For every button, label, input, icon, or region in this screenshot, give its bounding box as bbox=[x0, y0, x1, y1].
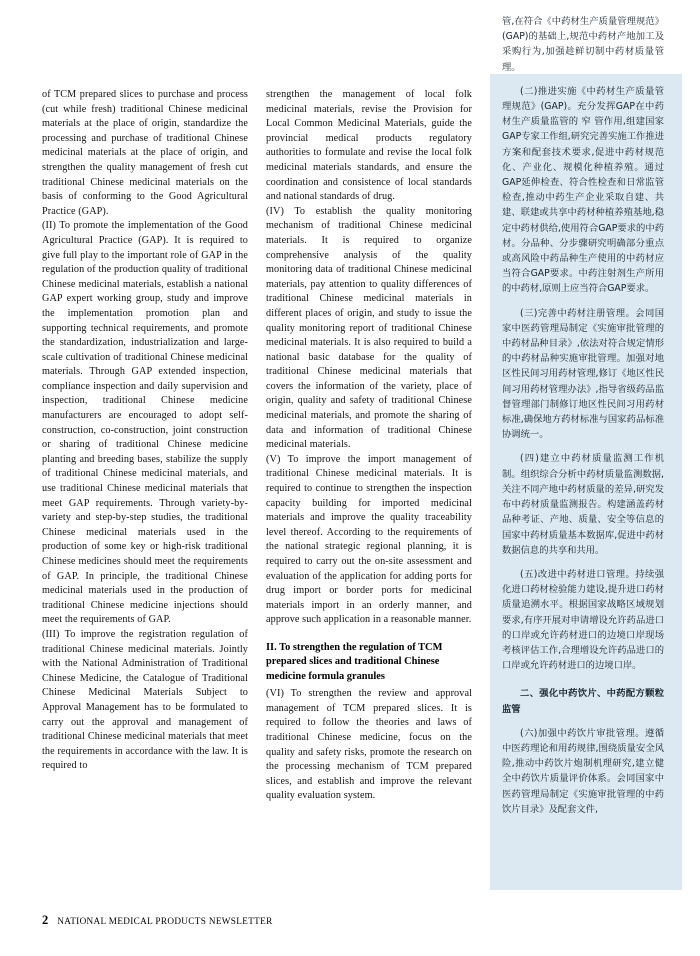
paragraph: (II) To promote the implementation of the Good Agricultural Practice (GAP). It is required to give full play to the important role of GAP in the regulation of the production quality of traditional Chinese medicinal materials, establish a national GAP expert working group, study and improve the implementation promotion plan and supporting technical requirements, and promote the standardization, industrialization and large-scale cultivation of traditional Chinese medicinal materials. Through GAP extended inspection, compliance inspection and daily supervision and inspection, traditional Chinese medicine manufacturers are encouraged to adopt self-construction, co-construction, joint construction or sharing of traditional Chinese medicine planting and breeding bases, stabilize the supply of traditional Chinese medicinal materials, and use traditional Chinese medicinal materials that meet GAP requirements. Through variety-by-variety and step-by-step studies, the traditional Chinese medicinal materials used in the production of some key or high-risk traditional Chinese medicines should meet the requirements of GAP. In principle, the traditional Chinese medicinal materials used in the production of traditional Chinese medicine injections should meet the requirements of GAP. bbox=[42, 220, 248, 626]
section-subheading: II. To strengthen the regulation of TCM prepared slices and traditional Chinese medicine formula granules bbox=[266, 641, 443, 682]
page-number: 2 bbox=[42, 913, 49, 927]
paragraph: of TCM prepared slices to purchase and process (cut while fresh) traditional Chinese medicinal materials at the place of origin, standardize the processing and purchase of traditional Chinese medicinal materials at the place of origin, and strengthen the quality management of fresh cut traditional Chinese medicinal materials on the basis of conforming to the Good Agricultural Practice (GAP). bbox=[42, 89, 248, 217]
paragraph: (三)完善中药材注册管理。会同国家中医药管理局制定《实施审批管理的中药材品种目录》,依法对符合规定情形的中药材品种实施审批管理。加强对地区性民间习用药材管理,修订《地区性民间习用药材管理办法》,指导省级药品监督管理部门制修订地区性民间习用药材标准,确保地方药材标准与国家药品标准协调统一。 bbox=[502, 307, 664, 441]
paragraph: (四)建立中药材质量监测工作机制。组织综合分析中药材质量监测数据,关注不同产地中药材质量的差异,研究发布中药材质量监测报告。构建涵盖药材品种考证、产地、质量、安全等信息的国家中药材质量基本数据库,促进中药材数据信息的共享和共用。 bbox=[502, 453, 664, 556]
footer-title: NATIONAL MEDICAL PRODUCTS NEWSLETTER bbox=[57, 916, 273, 926]
paragraph: (V) To improve the import management of traditional Chinese medicinal materials. It is required to continue to strengthen the inspection capacity building for imported medicinal materials and improve the quality traceability level thereof. According to the requirements of the national strategic regional planning, it is required to carry out the on-site assessment and evaluation of the application for adding ports for drug import or border ports for medicinal materials import in an orderly manner, and approve such application in a reasonable manner. bbox=[266, 453, 472, 626]
chinese-text-block bbox=[490, 0, 676, 829]
paragraph: (VI) To strengthen the review and approval management of TCM prepared slices. It is required to follow the theories and laws of traditional Chinese medicine, focus on the quality and safety risks, promote the research on the processing mechanism of TCM prepared slices, and establish and improve the relevant quality evaluation system. bbox=[266, 688, 472, 802]
paragraph: (IV) To establish the quality monitoring mechanism of traditional Chinese medicinal materials. It is required to organize comprehensive analysis of the quality monitoring data of traditional Chinese medicinal materials, pay attention to quality differences of traditional Chinese medicinal materials in different places of origin, and study to issue the quality monitoring report of traditional Chinese medicinal materials. It is also required to build a national basic database for the quality of traditional Chinese medicinal materials that covers the information of the variety, place of origin, quality and safety of traditional Chinese medicinal materials, and promote the sharing of data and information of traditional Chinese medicinal materials. bbox=[266, 205, 472, 451]
section-heading: 二、强化中药饮片、中药配方颗粒监管 bbox=[502, 688, 664, 715]
paragraph: (六)加强中药饮片审批管理。遵循中医药理论和用药规律,围绕质量安全风险,推动中药饮片炮制机理研究,建立健全中药饮片质量评价体系。会同国家中医药管理局制定《实施审批管理的中药饮片目录》及配套文件, bbox=[502, 727, 664, 815]
column-middle bbox=[266, 0, 472, 900]
paragraph: 管,在符合《中药材生产质量管理规范》(GAP)的基础上,规范中药材产地加工及采购行为,加强趁鲜切制中药材质量管理。 bbox=[502, 16, 664, 73]
column-left bbox=[42, 0, 248, 900]
page-footer bbox=[42, 913, 273, 928]
paragraph: (五)改进中药材进口管理。持续强化进口药材检验能力建设,提升进口药材质量追溯水平。根据国家战略区域规划要求,有序开展对申请增设允许药品进口的口岸或允许药材进口的边境口岸现场考核评估工作,合理增设允许药品进口的口岸或允许药材进口的边境口岸。 bbox=[502, 568, 664, 672]
column-right bbox=[490, 0, 676, 900]
paragraph: strengthen the management of local folk medicinal materials, revise the Provision for Local Common Medicinal Materials, guide the provincial medical products regulatory authorities to formulate and revise the local folk medicinal materials standards, and ensure the coordination and consistence of local standards and national standards of drug. bbox=[266, 89, 472, 203]
paragraph: (III) To improve the registration regulation of traditional Chinese medicinal materials. Jointly with the National Administration of Traditional Chinese Medicine, the Catalogue of Traditional Chinese Medicinal Materials Subject to Approval Management has to be formulated to carry out the approval and management of traditional Chinese medicinal materials that meet the requirements in accordance with the law. It is required to bbox=[42, 628, 248, 772]
paragraph: (二)推进实施《中药材生产质量管理规范》(GAP)。充分发挥GAP在中药材生产质量监管的 窄 管作用,组建国家GAP专家工作组,研究完善实施工作推进方案和配套技术要求,促进中药材规范化、产业化、规模化种植养殖。通过GAP延伸检查、符合性检查和日常监管检查,推动中药生产企业采取自建、共建、联建或共享中药材种植养殖基地,稳定中药材供给,使用符合GAP要求的中药材。分品种、分步骤研究明确部分重点或高风险中药品种生产使用的中药材应当符合GAP要求。中药注射剂生产所用的中药材,原则上应当符合GAP要求。 bbox=[502, 85, 664, 295]
